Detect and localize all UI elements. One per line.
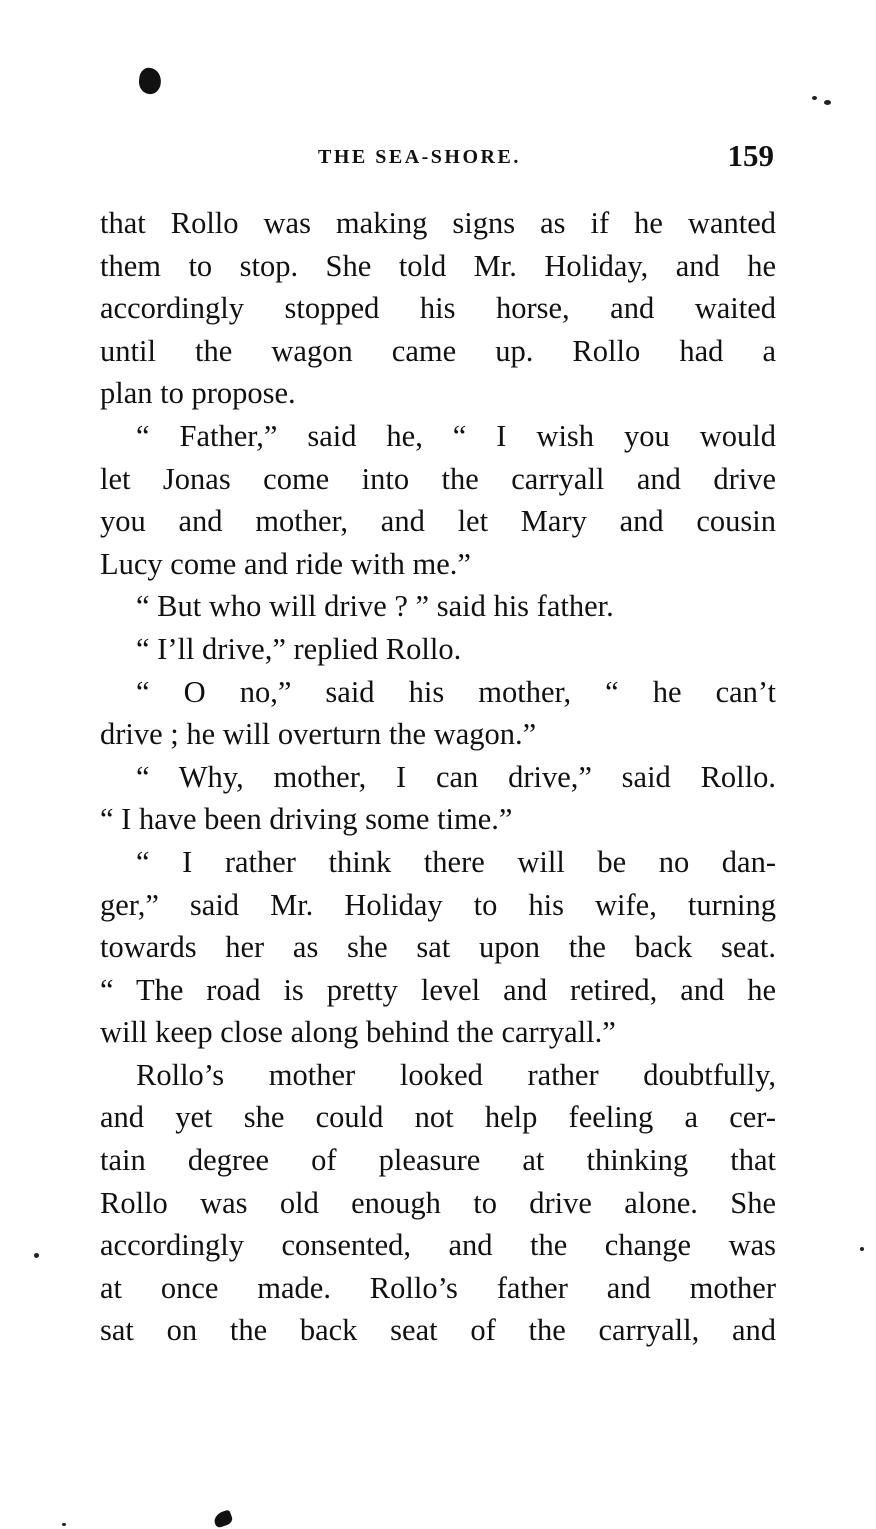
paragraph — [100, 415, 776, 585]
text-line: plan to propose. — [100, 376, 296, 411]
text-line: ger,” said Mr. Holiday to his wife, turning — [100, 887, 776, 922]
text-line: “ I’ll drive,” replied Rollo. — [136, 631, 462, 666]
text-line: until the wagon came up. Rollo had a — [100, 333, 776, 368]
text-line: you and mother, and let Mary and cousin — [100, 504, 776, 539]
text-line: accordingly consented, and the change was — [100, 1228, 776, 1263]
text-line: them to stop. She told Mr. Holiday, and he — [100, 248, 776, 283]
text-line: will keep close along behind the carryall.” — [100, 1015, 616, 1050]
paragraph — [100, 841, 776, 1054]
paragraph — [100, 628, 776, 671]
paragraph — [100, 671, 776, 756]
paragraph — [100, 1054, 776, 1352]
text-line: drive ; he will overturn the wagon.” — [100, 717, 537, 752]
text-line: tain degree of pleasure at thinking that — [100, 1143, 776, 1178]
paragraph — [100, 202, 776, 415]
text-line: “ Father,” said he, “ I wish you would — [136, 418, 776, 453]
text-line: “ The road is pretty level and retired, and he — [100, 972, 776, 1007]
running-head: THE SEA-SHORE. — [318, 146, 521, 168]
text-line: at once made. Rollo’s father and mother — [100, 1270, 776, 1305]
text-line: let Jonas come into the carryall and drive — [100, 461, 776, 496]
ink-speck — [62, 1523, 66, 1526]
paragraph — [100, 585, 776, 628]
text-line: and yet she could not help feeling a cer- — [100, 1100, 776, 1135]
text-line: towards her as she sat upon the back seat. — [100, 930, 776, 965]
text-line: Rollo was old enough to drive alone. She — [100, 1185, 776, 1220]
text-line: “ Why, mother, I can drive,” said Rollo. — [136, 759, 776, 794]
text-line: “ But who will drive ? ” said his father. — [136, 589, 614, 624]
text-line: “ I rather think there will be no dan- — [136, 844, 776, 879]
ink-speck — [812, 96, 817, 100]
text-line: Lucy come and ride with me.” — [100, 546, 471, 581]
ink-blot-mark — [137, 67, 162, 96]
text-line: Rollo’s mother looked rather doubtfully, — [136, 1057, 776, 1092]
text-line: sat on the back seat of the carryall, and — [100, 1313, 776, 1348]
ink-speck — [860, 1247, 864, 1251]
ink-speck — [34, 1253, 39, 1258]
text-line: “ O no,” said his mother, “ he can’t — [136, 674, 776, 709]
text-line: that Rollo was making signs as if he wanted — [100, 206, 776, 240]
ink-speck — [824, 100, 831, 105]
ink-blot-mark — [212, 1509, 234, 1528]
page-header — [100, 138, 776, 174]
body-text — [100, 202, 776, 1352]
paragraph — [100, 756, 776, 841]
page-number: 159 — [727, 138, 774, 173]
text-line: “ I have been driving some time.” — [100, 802, 513, 837]
text-line: accordingly stopped his horse, and waited — [100, 291, 776, 326]
